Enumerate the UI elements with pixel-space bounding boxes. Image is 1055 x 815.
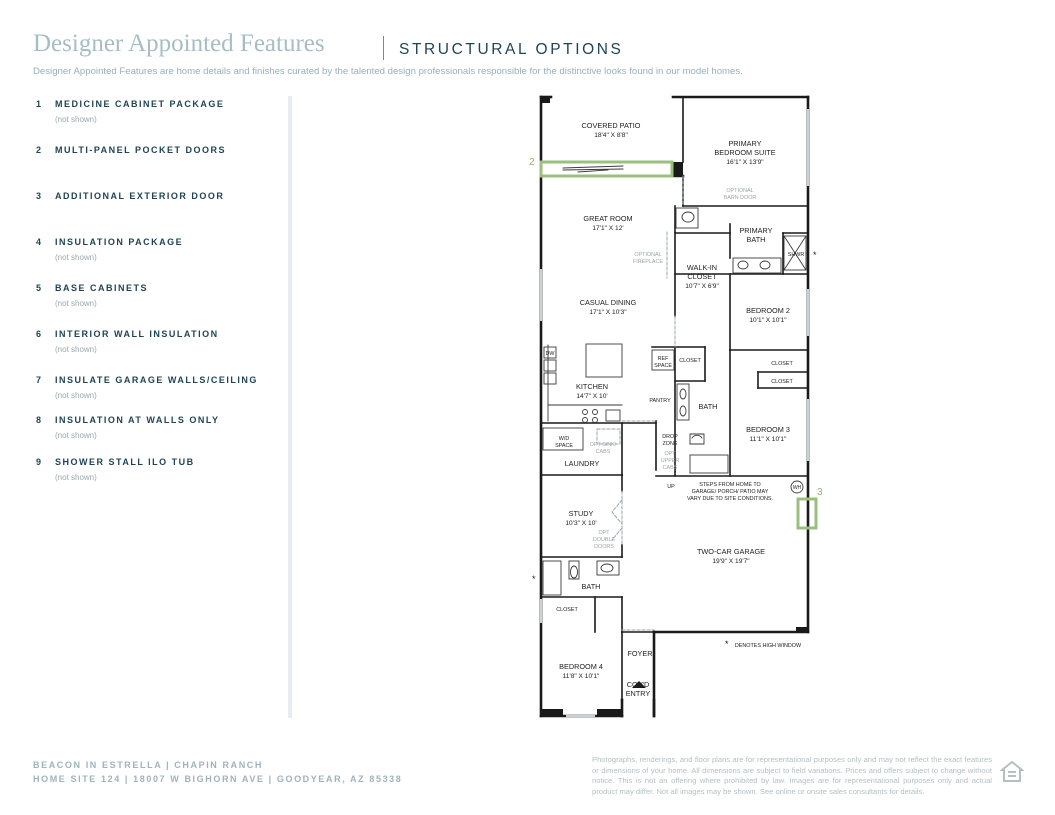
room-bedroom3-name: BEDROOM 3	[746, 425, 790, 434]
option-marker-2: 2	[529, 157, 535, 168]
room-casual-dining-name: CASUAL DINING	[579, 298, 637, 307]
option-label: INSULATION AT WALLS ONLY	[55, 415, 220, 425]
closet-label-bedroom3: CLOSET	[771, 379, 793, 385]
optional-barn-door-line2: BARN DOOR	[723, 195, 757, 201]
closet-label-bedroom2: CLOSET	[771, 361, 793, 367]
wd-space-line2: SPACE	[555, 443, 573, 449]
room-bedroom4-name: BEDROOM 4	[559, 662, 603, 671]
room-bedroom3-dims: 11'1" X 10'1"	[749, 436, 787, 443]
option-label: SHOWER STALL ILO TUB	[55, 457, 195, 467]
option-label: MEDICINE CABINET PACKAGE	[55, 99, 225, 109]
room-primary-bath-name: PRIMARY	[739, 226, 773, 235]
opt-upper-cabs-line3: CABS	[662, 465, 678, 471]
high-window-asterisk: *	[725, 639, 729, 649]
room-kitchen-name: KITCHEN	[575, 382, 609, 391]
option-label: INSULATE GARAGE WALLS/CEILING	[55, 375, 258, 385]
opt-double-doors-line1: OPT	[598, 530, 610, 536]
room-laundry-name: LAUNDRY	[564, 459, 600, 468]
room-bedroom2-dims: 10'1" X 10'1"	[749, 317, 787, 324]
option-highlights	[541, 162, 816, 528]
opt-upper-cabs-line2: UPPER	[660, 458, 680, 464]
room-primary-bath-name2: BATH	[746, 235, 766, 244]
room-bedroom2-name: BEDROOM 2	[746, 306, 790, 315]
option-note: (not shown)	[55, 299, 97, 308]
room-covd-entry-line2: ENTRY	[625, 689, 651, 698]
room-great-room-name: GREAT ROOM	[583, 214, 633, 223]
optional-fireplace-line2: FIREPLACE	[633, 259, 663, 265]
high-window-asterisk: *	[813, 250, 817, 260]
room-bath-name: BATH	[698, 402, 718, 411]
equal-housing-icon	[1000, 759, 1024, 785]
high-window-asterisk: *	[532, 574, 536, 584]
page-subtitle: STRUCTURAL OPTIONS	[399, 41, 624, 58]
option-label: INSULATION PACKAGE	[55, 237, 184, 247]
drop-zone-line1: DROP	[662, 434, 678, 440]
room-covered-patio-dims: 18'4" X 8'8"	[594, 132, 628, 139]
room-casual-dining-dims: 17'1" X 10'3"	[589, 309, 627, 316]
opt-sink-cabs-line1: OPT SINK/	[589, 442, 617, 448]
steps-up-label: UP	[667, 484, 675, 490]
pantry-label: PANTRY	[649, 398, 671, 404]
opt-sink-cabs-line2: CABS	[595, 449, 611, 455]
room-walk-in-closet-dims: 10'7" X 6'9"	[685, 283, 719, 290]
room-primary-suite-dims: 16'1" X 13'9"	[726, 159, 764, 166]
option-number: 3	[36, 191, 42, 201]
room-bath4-name: BATH	[581, 582, 601, 591]
room-bedroom4-dims: 11'8" X 10'1"	[562, 673, 600, 680]
room-walk-in-closet-name2: CLOSET	[687, 272, 717, 281]
steps-note-line1: STEPS FROM HOME TO	[699, 482, 761, 488]
room-garage-dims: 19'9" X 19'7"	[712, 558, 750, 565]
option-note: (not shown)	[55, 253, 97, 262]
option-label: INTERIOR WALL INSULATION	[55, 329, 219, 339]
option-number: 8	[36, 415, 42, 425]
room-covered-patio-name: COVERED PATIO	[581, 121, 641, 130]
room-study-dims: 10'3" X 10'	[565, 520, 597, 527]
option-number: 9	[36, 457, 42, 467]
room-garage-name: TWO-CAR GARAGE	[696, 547, 766, 556]
optional-barn-door-line1: OPTIONAL	[726, 188, 754, 194]
option-label: ADDITIONAL EXTERIOR DOOR	[55, 191, 225, 201]
option-number: 5	[36, 283, 42, 293]
room-primary-suite-name: PRIMARY	[728, 139, 762, 148]
room-great-room-dims: 17'1" X 12'	[592, 225, 624, 232]
option-number: 6	[36, 329, 42, 339]
option-number: 2	[36, 145, 42, 155]
option-number: 7	[36, 375, 42, 385]
page-title: Designer Appointed Features	[33, 30, 325, 57]
option-note: (not shown)	[55, 473, 97, 482]
option-note: (not shown)	[55, 391, 97, 400]
dishwasher-label: DW	[545, 351, 555, 357]
room-walk-in-closet-name: WALK-IN	[686, 263, 718, 272]
option-label: BASE CABINETS	[55, 283, 149, 293]
room-kitchen-dims: 14'7" X 10'	[576, 393, 608, 400]
high-window-note: DENOTES HIGH WINDOW	[734, 643, 802, 649]
option-number: 1	[36, 99, 42, 109]
opt-double-doors-line3: DOORS	[594, 544, 614, 550]
footer-address: HOME SITE 124 | 18007 W BIGHORN AVE | GOODYEAR, AZ 85338	[33, 774, 403, 784]
option-note: (not shown)	[55, 115, 97, 124]
option-number: 4	[36, 237, 42, 247]
water-heater-label: WH	[792, 485, 802, 491]
room-study-name: STUDY	[568, 509, 594, 518]
drop-zone-line2: ZONE	[662, 441, 678, 447]
shower-label: SHWR	[787, 252, 805, 258]
closet-label-bedroom4: CLOSET	[556, 607, 578, 613]
option-marker-3: 3	[817, 487, 823, 498]
room-covd-entry-line1: COV'D	[626, 680, 650, 689]
ref-space-line1: REF	[657, 356, 669, 362]
optional-fireplace-line1: OPTIONAL	[634, 252, 662, 258]
wd-space-line1: W/D	[558, 436, 570, 442]
ref-space-line2: SPACE	[654, 363, 672, 369]
steps-note-line2: GARAGE/ PORCH/ PATIO MAY	[691, 489, 769, 495]
closet-label-kitchen: CLOSET	[679, 358, 701, 364]
option-label: MULTI-PANEL POCKET DOORS	[55, 145, 226, 155]
opt-double-doors-line2: DOUBLE	[592, 537, 616, 543]
steps-note-line3: VARY DUE TO SITE CONDITIONS.	[686, 496, 774, 502]
footer-disclaimer: Photographs, renderings, and floor plans are for representational purposes only and may not reflect the exact features or dimensions of your home. All dimensions are subject to field variations. Prices and offers subject to change without notice. This is not an offering where prohibited by law. Images are for representational purposes only and actual product may differ. Not all images may be shown. See online or onsite sales consultants for details.	[592, 755, 992, 796]
room-primary-suite-name2: BEDROOM SUITE	[714, 148, 776, 157]
room-foyer-name: FOYER	[627, 649, 653, 658]
page-description: Designer Appointed Features are home details and finishes curated by the talented design professionals responsible for the distinctive looks found in our model homes.	[33, 66, 743, 77]
footer-community: BEACON IN ESTRELLA | CHAPIN RANCH	[33, 760, 263, 770]
opt-upper-cabs-line1: OPT	[664, 451, 676, 457]
option-note: (not shown)	[55, 431, 97, 440]
option-note: (not shown)	[55, 345, 97, 354]
